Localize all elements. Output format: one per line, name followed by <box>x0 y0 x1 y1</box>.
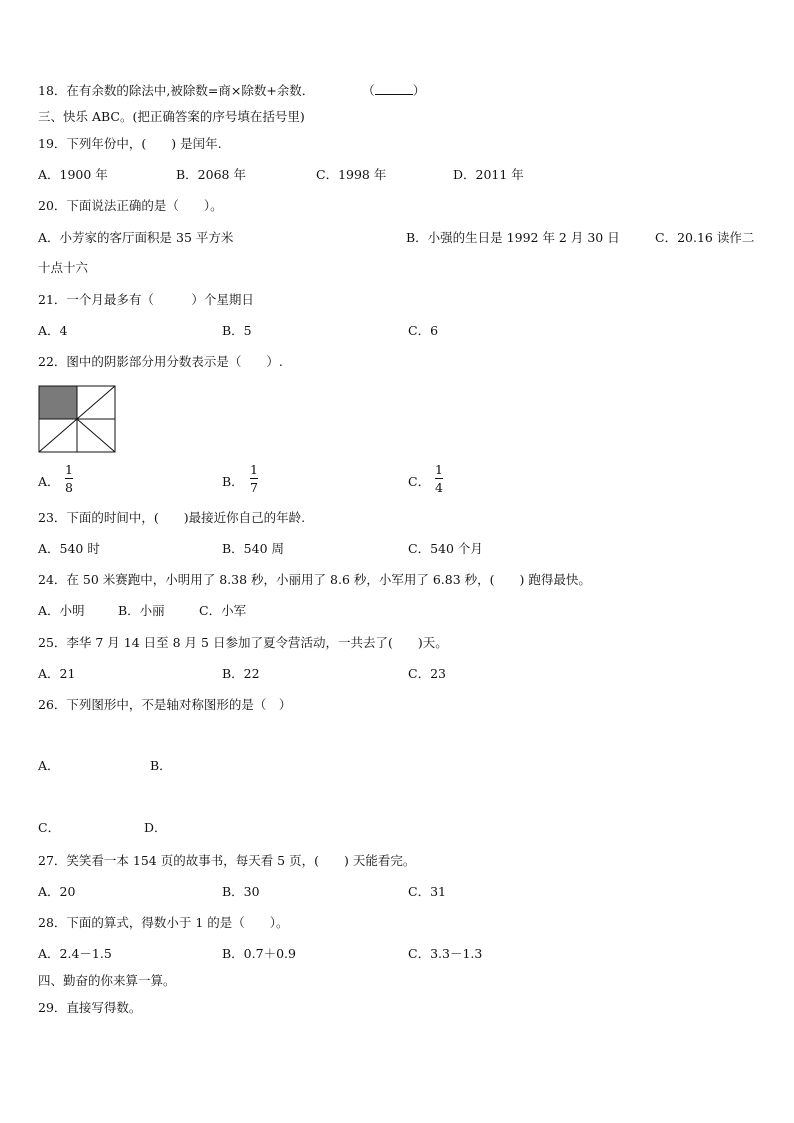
q23-option-a[interactable]: A．540 时 <box>38 541 100 556</box>
question-25: 25．李华 7 月 14 日至 8 月 5 日参加了夏令营活动，一共去了( )天。 <box>38 635 448 650</box>
question-23: 23．下面的时间中，( )最接近你自己的年龄. <box>38 510 306 525</box>
section-4-heading: 四、勤奋的你来算一算。 <box>38 973 176 988</box>
q27-option-b[interactable]: B．30 <box>222 884 260 899</box>
q28-option-c[interactable]: C．3.3－1.3 <box>408 946 483 961</box>
q21-option-b[interactable]: B．5 <box>222 323 252 338</box>
q22-option-b[interactable] <box>222 474 244 490</box>
q24-option-b[interactable]: B．小丽 <box>118 603 165 618</box>
question-19: 19．下列年份中，( ) 是闰年. <box>38 136 222 151</box>
question-29: 29．直接写得数。 <box>38 1000 142 1015</box>
q23-option-b[interactable]: B．540 周 <box>222 541 285 556</box>
q26-option-a[interactable]: A． <box>38 758 60 773</box>
numerator: 1 <box>435 462 443 477</box>
q28-option-a[interactable]: A．2.4－1.5 <box>38 946 112 961</box>
q22-option-a[interactable] <box>38 474 60 490</box>
answer-paren-open: （ <box>362 83 375 98</box>
q19-option-b[interactable]: B．2068 年 <box>176 167 246 182</box>
section-3-heading: 三、快乐 ABC。(把正确答案的序号填在括号里) <box>38 109 305 124</box>
fraction-one-seventh <box>247 463 261 494</box>
question-20: 20．下面说法正确的是（ ）。 <box>38 198 223 213</box>
q24-option-c[interactable]: C．小军 <box>199 603 247 618</box>
denominator: 7 <box>250 480 258 495</box>
shaded-square-figure <box>38 385 116 453</box>
q22-option-c-label: C． <box>408 474 431 489</box>
answer-paren-close: ） <box>412 83 426 98</box>
q20-option-b[interactable]: B．小强的生日是 1992 年 2 月 30 日 <box>406 230 620 245</box>
question-28: 28．下面的算式，得数小于 1 的是（ ）。 <box>38 915 289 930</box>
q25-option-a[interactable]: A．21 <box>38 666 76 681</box>
q27-option-c[interactable]: C．31 <box>408 884 446 899</box>
question-21: 21．一个月最多有（ ）个星期日 <box>38 292 254 307</box>
q26-option-d[interactable]: D． <box>144 820 167 835</box>
numerator: 1 <box>65 462 73 477</box>
q19-option-d[interactable]: D．2011 年 <box>453 167 524 182</box>
denominator: 4 <box>435 480 443 495</box>
numerator: 1 <box>250 462 258 477</box>
q28-option-b[interactable]: B．0.7＋0.9 <box>222 946 296 961</box>
question-22: 22．图中的阴影部分用分数表示是（ ）. <box>38 354 283 369</box>
question-24: 24．在 50 米赛跑中，小明用了 8.38 秒，小丽用了 8.6 秒，小军用了 6.83 秒，( ) 跑得最快。 <box>38 572 591 587</box>
denominator: 8 <box>65 480 73 495</box>
q25-option-c[interactable]: C．23 <box>408 666 446 681</box>
q21-option-c[interactable]: C．6 <box>408 323 439 338</box>
answer-blank[interactable] <box>375 83 413 95</box>
q23-option-c[interactable]: C．540 个月 <box>408 541 483 556</box>
q25-option-b[interactable]: B．22 <box>222 666 260 681</box>
q26-option-b[interactable]: B． <box>150 758 172 773</box>
q22-option-b-label: B． <box>222 474 244 489</box>
q19-option-a[interactable]: A．1900 年 <box>38 167 108 182</box>
q27-option-a[interactable]: A．20 <box>38 884 76 899</box>
q22-option-a-label: A． <box>38 474 60 489</box>
question-26: 26．下列图形中，不是轴对称图形的是（ ） <box>38 697 292 712</box>
question-27: 27．笑笑看一本 154 页的故事书，每天看 5 页，( ) 天能看完。 <box>38 853 416 868</box>
q20-option-c-continuation: 十点十六 <box>38 260 89 275</box>
question-18-text: 18．在有余数的除法中,被除数=商×除数+余数． <box>38 83 315 98</box>
q22-option-c[interactable] <box>408 474 430 490</box>
question-18 <box>38 83 425 99</box>
fraction-one-eighth <box>62 463 76 494</box>
q19-option-c[interactable]: C．1998 年 <box>316 167 387 182</box>
q24-option-a[interactable]: A．小明 <box>38 603 85 618</box>
fraction-one-quarter <box>432 463 446 494</box>
q21-option-a[interactable]: A．4 <box>38 323 68 338</box>
q20-option-c[interactable]: C．20.16 读作二 <box>655 230 755 245</box>
q26-option-c[interactable]: C． <box>38 820 61 835</box>
q20-option-a[interactable]: A．小芳家的客厅面积是 35 平方米 <box>38 230 234 245</box>
shaded-region <box>39 386 77 419</box>
